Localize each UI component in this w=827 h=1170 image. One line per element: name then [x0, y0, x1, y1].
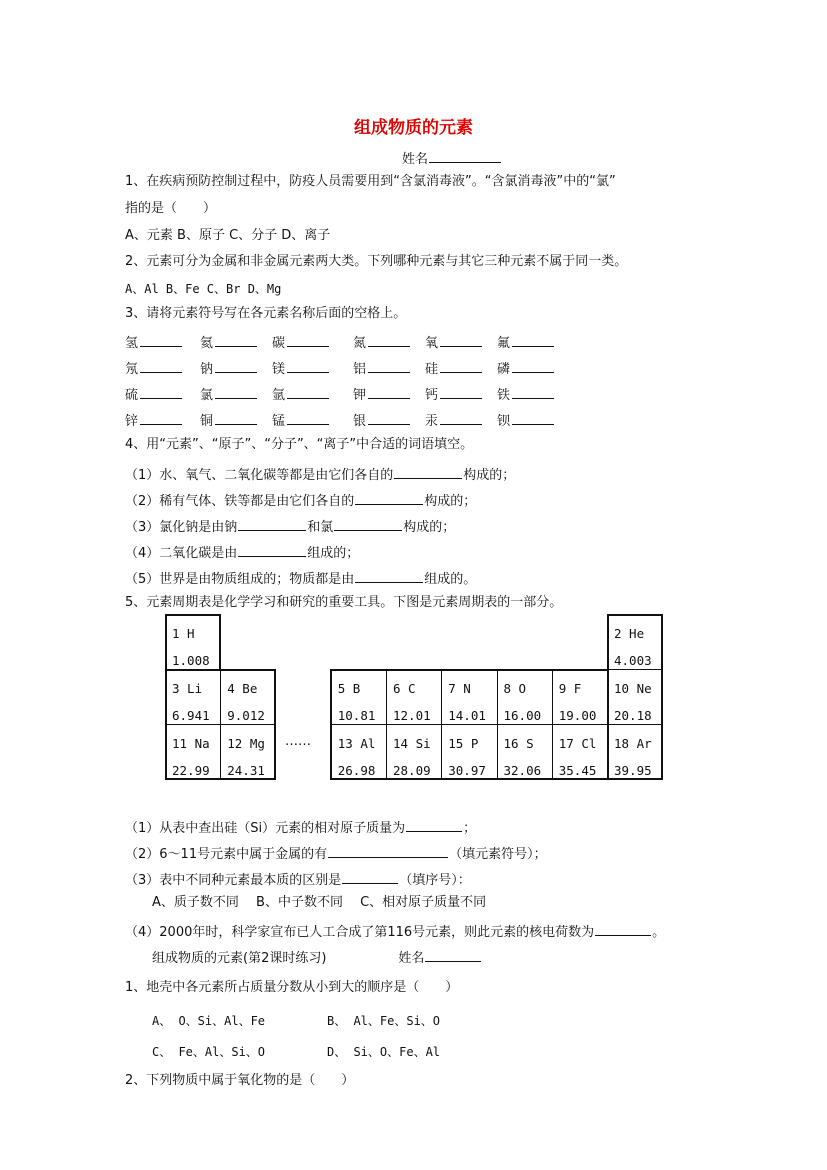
pt-element-cell — [331, 724, 387, 780]
element-name-cell — [200, 332, 258, 351]
pt-element-mass: 19.00 — [558, 708, 597, 723]
element-name-cell — [425, 384, 483, 403]
element-name: 碳 — [272, 336, 286, 351]
pt-element-cell — [497, 724, 553, 780]
q5-part-3 — [125, 870, 471, 889]
q2-stem: 2、元素可分为金属和非金属元素两大类。下列哪种元素与其它三种元素不属于同一类。 — [125, 254, 628, 269]
q1-stem: 1、在疾病预防控制过程中，防疫人员需要用到“含氯消毒液”。“含氯消毒液”中的“氯” — [125, 174, 616, 189]
pt-element-symbol: 4 Be — [227, 681, 258, 696]
element-name-cell — [272, 358, 330, 377]
pt-element-symbol: 7 N — [448, 681, 471, 696]
q4-2-text: （2）稀有气体、铁等都是由它们各自的 — [125, 494, 355, 509]
symbol-blank[interactable] — [512, 411, 554, 425]
pt-element-mass: 4.003 — [614, 653, 652, 668]
part2-name-blank[interactable] — [425, 948, 481, 962]
element-name-cell — [125, 358, 183, 377]
part2-q1-option-a: A、 O、Si、Al、Fe — [152, 1014, 266, 1028]
element-name: 铁 — [497, 388, 511, 403]
q5-stem: 5、元素周期表是化学学习和研究的重要工具。下图是元素周期表的一部分。 — [125, 595, 563, 610]
element-name-cell — [272, 332, 330, 351]
symbol-blank[interactable] — [368, 411, 410, 425]
q4-1-text: （1）水、氧气、二氧化碳等都是由它们各自的 — [125, 468, 394, 483]
q5-2-tail: （填元素符号）； — [449, 847, 547, 862]
element-name-cell — [353, 384, 411, 403]
element-name: 氢 — [125, 336, 139, 351]
q1-stem-cont: 指的是（ ） — [125, 201, 217, 216]
element-name-cell — [425, 358, 483, 377]
symbol-blank[interactable] — [512, 333, 554, 347]
q5-part-1 — [125, 818, 476, 837]
element-name: 钙 — [425, 388, 439, 403]
pt-element-mass: 35.45 — [558, 763, 597, 778]
q5-4-text: （4）2000年时，科学家宣布已人工合成了第116号元素，则此元素的核电荷数为 — [125, 925, 595, 940]
element-name-cell — [425, 332, 483, 351]
periodic-table — [165, 614, 663, 780]
q5-1-text: （1）从表中查出硅（Si）元素的相对原子质量为 — [125, 821, 406, 836]
element-name: 钾 — [353, 388, 367, 403]
part2-q1-option-d: D、 Si、O、Fe、Al — [327, 1045, 441, 1059]
q4-item-1 — [125, 465, 515, 484]
pt-element-symbol: 2 He — [614, 626, 645, 641]
pt-element-mass: 1.008 — [172, 653, 210, 668]
element-name: 硫 — [125, 388, 139, 403]
symbol-blank[interactable] — [440, 359, 482, 373]
element-name: 汞 — [425, 414, 439, 429]
q5-1-tail: ； — [463, 821, 477, 836]
pt-element-symbol: 5 B — [337, 681, 361, 696]
pt-element-symbol: 16 S — [503, 736, 534, 751]
element-name-cell — [425, 410, 483, 429]
element-name-cell — [497, 384, 555, 403]
q4-2-blank[interactable] — [355, 491, 423, 505]
pt-element-mass: 32.06 — [503, 763, 542, 778]
symbol-blank[interactable] — [140, 359, 182, 373]
q4-3-mid: 和氯 — [307, 520, 334, 535]
element-name-cell — [353, 410, 411, 429]
q4-item-4 — [125, 543, 359, 562]
pt-element-cell — [497, 669, 553, 725]
pt-element-cell — [220, 724, 276, 780]
symbol-blank[interactable] — [512, 385, 554, 399]
symbol-blank[interactable] — [287, 385, 329, 399]
element-name-cell — [497, 410, 555, 429]
q5-3-text: （3）表中不同种元素最本质的区别是 — [125, 873, 342, 888]
q5-part-2 — [125, 844, 547, 863]
symbol-blank[interactable] — [140, 333, 182, 347]
element-name: 银 — [353, 414, 367, 429]
part2-name-label: 姓名 — [398, 951, 425, 966]
element-name-cell — [272, 384, 330, 403]
element-name: 氯 — [200, 388, 214, 403]
element-name-cell — [497, 332, 555, 351]
q4-4-text: （4）二氧化碳是由 — [125, 546, 238, 561]
pt-element-mass: 12.01 — [393, 708, 431, 723]
part2-title: 组成物质的元素(第2课时练习) — [152, 951, 327, 966]
pt-element-mass: 6.941 — [172, 708, 210, 723]
element-name-cell — [353, 332, 411, 351]
element-name: 氟 — [497, 336, 511, 351]
q5-part-4 — [125, 922, 665, 941]
element-name: 锌 — [125, 414, 139, 429]
q4-1-blank[interactable] — [394, 465, 462, 479]
pt-element-cell — [165, 614, 221, 670]
q4-5-text: （5）世界是由物质组成的；物质都是由 — [125, 572, 355, 587]
element-name: 氖 — [125, 362, 139, 377]
pt-element-cell — [386, 724, 442, 780]
part2-q1-option-c: C、 Fe、Al、Si、O — [152, 1045, 266, 1059]
pt-element-symbol: 10 Ne — [614, 681, 652, 696]
symbol-blank[interactable] — [368, 333, 410, 347]
q5-3-options: A、质子数不同 B、中子数不同 C、相对原子质量不同 — [152, 895, 487, 910]
pt-element-symbol: 15 P — [448, 736, 479, 751]
pt-element-symbol: 14 Si — [393, 736, 431, 751]
q5-4-blank[interactable] — [595, 922, 651, 936]
q4-item-5 — [125, 569, 476, 588]
q4-2-tail: 构成的； — [424, 494, 477, 509]
pt-element-cell — [552, 724, 608, 780]
symbol-blank[interactable] — [215, 385, 257, 399]
element-name: 氮 — [353, 336, 367, 351]
symbol-blank[interactable] — [215, 333, 257, 347]
pt-element-cell — [441, 669, 497, 725]
name-field — [402, 148, 502, 167]
pt-element-cell — [607, 614, 663, 670]
pt-element-cell — [607, 669, 663, 725]
element-name: 镁 — [272, 362, 286, 377]
pt-element-cell — [607, 724, 663, 780]
part2-header — [152, 948, 482, 967]
pt-element-cell — [441, 724, 497, 780]
q4-stem: 4、用“元素”、“原子”、“分子”、“离子”中合适的词语填空。 — [125, 437, 474, 452]
element-name-cell — [497, 358, 555, 377]
q4-item-2 — [125, 491, 476, 510]
part2-q2-stem: 2、下列物质中属于氧化物的是（ ） — [125, 1073, 355, 1088]
pt-element-symbol: 9 F — [558, 681, 582, 696]
name-label: 姓名 — [402, 152, 429, 167]
symbol-blank[interactable] — [287, 359, 329, 373]
element-name-cell — [200, 384, 258, 403]
element-name: 氦 — [200, 336, 214, 351]
element-name-cell — [272, 410, 330, 429]
element-name: 铜 — [200, 414, 214, 429]
q4-3-text: （3）氯化钠是由钠 — [125, 520, 238, 535]
element-name-cell — [200, 358, 258, 377]
element-name: 锰 — [272, 414, 286, 429]
q1-options: A、元素 B、原子 C、分子 D、离子 — [125, 228, 331, 243]
symbol-blank[interactable] — [287, 333, 329, 347]
q5-4-tail: 。 — [652, 925, 666, 940]
element-name-cell — [125, 410, 183, 429]
q4-4-tail: 组成的； — [307, 546, 360, 561]
pt-element-symbol: 6 C — [393, 681, 416, 696]
symbol-blank[interactable] — [140, 411, 182, 425]
pt-element-cell — [386, 669, 442, 725]
pt-element-symbol: 8 O — [503, 681, 527, 696]
q4-3-blank-1[interactable] — [238, 517, 306, 531]
q5-1-blank[interactable] — [406, 818, 462, 832]
pt-element-symbol: 18 Ar — [614, 736, 652, 751]
pt-element-mass: 9.012 — [227, 708, 265, 723]
pt-element-symbol: 1 H — [172, 626, 195, 641]
element-name-cell — [125, 332, 183, 351]
pt-element-mass: 39.95 — [614, 763, 652, 778]
symbol-blank[interactable] — [440, 333, 482, 347]
pt-element-mass: 26.98 — [337, 763, 376, 778]
q3-stem: 3、请将元素符号写在各元素名称后面的空格上。 — [125, 306, 407, 321]
q4-3-tail: 构成的； — [403, 520, 456, 535]
pt-element-cell — [552, 669, 608, 725]
element-name: 氧 — [425, 336, 439, 351]
pt-element-mass: 24.31 — [227, 763, 265, 778]
pt-element-cell — [165, 724, 221, 780]
element-name: 钠 — [200, 362, 214, 377]
element-name: 氩 — [272, 388, 286, 403]
q4-5-blank[interactable] — [355, 569, 423, 583]
q5-2-text: （2）6～11号元素中属于金属的有 — [125, 847, 328, 862]
q2-options: A、Al B、Fe C、Br D、Mg — [125, 282, 282, 296]
element-name: 钡 — [497, 414, 511, 429]
q5-3-tail: （填序号）： — [399, 873, 471, 888]
pt-element-mass: 22.99 — [172, 763, 210, 778]
name-blank[interactable] — [429, 149, 501, 163]
pt-element-symbol: 11 Na — [172, 736, 210, 751]
pt-element-cell — [331, 669, 387, 725]
element-name: 铝 — [353, 362, 367, 377]
element-name-cell — [125, 384, 183, 403]
element-name-cell — [200, 410, 258, 429]
element-name: 磷 — [497, 362, 511, 377]
pt-element-symbol: 12 Mg — [227, 736, 265, 751]
pt-element-mass: 16.00 — [503, 708, 542, 723]
symbol-blank[interactable] — [368, 359, 410, 373]
symbol-blank[interactable] — [440, 411, 482, 425]
pt-element-cell — [165, 669, 221, 725]
symbol-blank[interactable] — [215, 359, 257, 373]
pt-element-mass: 30.97 — [448, 763, 486, 778]
pt-element-mass: 10.81 — [337, 708, 376, 723]
symbol-blank[interactable] — [368, 385, 410, 399]
q4-3-blank-2[interactable] — [334, 517, 402, 531]
pt-element-symbol: 13 Al — [337, 736, 376, 751]
pt-element-mass: 14.01 — [448, 708, 486, 723]
element-name: 硅 — [425, 362, 439, 377]
symbol-blank[interactable] — [512, 359, 554, 373]
symbol-blank[interactable] — [215, 411, 257, 425]
symbol-blank[interactable] — [287, 411, 329, 425]
q5-2-blank[interactable] — [328, 844, 448, 858]
part2-q1-stem: 1、地壳中各元素所占质量分数从小到大的顺序是（ ） — [125, 980, 459, 995]
pt-element-mass: 28.09 — [393, 763, 431, 778]
pt-element-symbol: 17 Cl — [558, 736, 597, 751]
q5-3-blank[interactable] — [342, 870, 398, 884]
pt-element-symbol: 3 Li — [172, 681, 203, 696]
q4-5-tail: 组成的。 — [424, 572, 477, 587]
part2-q1-option-b: B、 Al、Fe、Si、O — [327, 1014, 441, 1028]
page-title: 组成物质的元素 — [354, 118, 473, 138]
symbol-blank[interactable] — [140, 385, 182, 399]
element-name-cell — [353, 358, 411, 377]
q4-item-3 — [125, 517, 455, 536]
pt-ellipsis: …… — [285, 734, 311, 749]
q4-1-tail: 构成的； — [463, 468, 516, 483]
symbol-blank[interactable] — [440, 385, 482, 399]
pt-element-cell — [220, 669, 276, 725]
q4-4-blank[interactable] — [238, 543, 306, 557]
pt-element-mass: 20.18 — [614, 708, 652, 723]
